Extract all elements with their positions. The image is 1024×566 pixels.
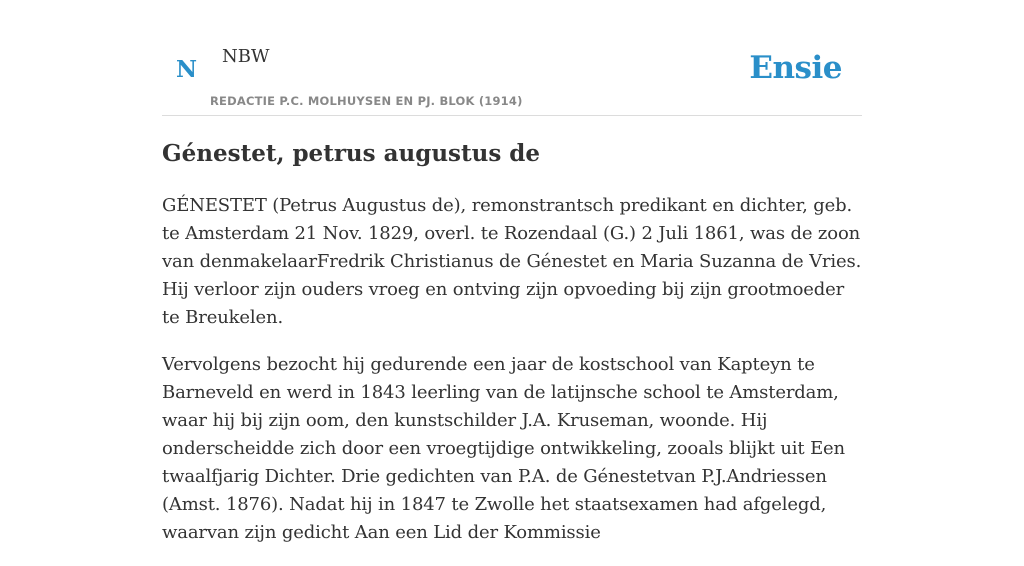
page xyxy=(162,0,862,543)
source-subtitle: REDACTIE P.C. MOLHUYSEN EN PJ. BLOK (1914) xyxy=(210,94,523,108)
page-title: Génestet, petrus augustus de xyxy=(162,140,541,167)
source-logo-icon[interactable]: N xyxy=(176,56,198,83)
paragraph: GÉNESTET (Petrus Augustus de), remonstrantsch predikant en dichter, geb. te Amsterdam 21 Nov. 1829, overl. te Rozendaal (G.) 2 Juli 1861, was de zoon van denmakelaarFredrik Christianus de Génestet en Maria Suzanna de Vries. Hij verloor zijn ouders vroeg en ontving zijn opvoeding bij zijn grootmoeder te Breukelen. xyxy=(162,195,862,328)
source-name[interactable]: NBW xyxy=(222,46,270,67)
header xyxy=(162,0,862,116)
article-body xyxy=(162,192,866,566)
brand-logo[interactable]: Ensie xyxy=(749,50,842,86)
paragraph: Vervolgens bezocht hij gedurende een jaar de kostschool van Kapteyn te Barneveld en werd in 1843 leerling van de latijnsche school te Amsterdam, waar hij bij zijn oom, den kunstschilder J.A. Kruseman, woonde. Hij onderscheidde zich door een vroegtijdige ontwikkeling, zooals blijkt uit Een twaalfjarig Dichter. Drie gedichten van P.A. de Génestetvan P.J.Andriessen (Amst. 1876). Nadat hij in 1847 te Zwolle het staatsexamen had afgelegd, waarvan zijn gedicht Aan een Lid der Kommissie xyxy=(162,354,845,543)
